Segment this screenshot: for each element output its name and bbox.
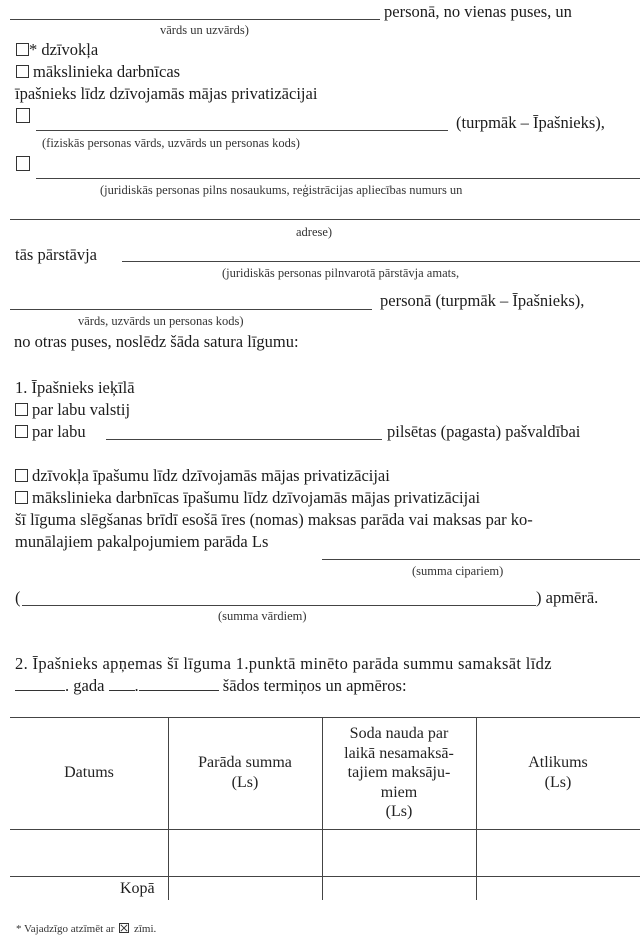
option-flat-label: * dzīvokļa — [29, 40, 99, 59]
header-debt-amount-line2: (Ls) — [231, 774, 259, 791]
representative-caption: (juridiskās personas pilnvarotā pārstāvja amats, — [222, 266, 460, 280]
header-date-text: Datums — [64, 764, 114, 781]
amount-suffix: ) apmērā. — [536, 588, 599, 607]
debt-text-line1: šī līguma slēgšanas brīdī esošā īres (nomas) maksas parāda vai maksas par ko- — [15, 510, 533, 529]
representative-label: tās pārstāvja — [15, 245, 98, 264]
option-municipality-prefix: par labu — [32, 422, 86, 441]
state-checkbox[interactable] — [15, 403, 28, 416]
option-municipality[interactable] — [15, 422, 86, 442]
deadline-month-blank[interactable] — [109, 676, 135, 691]
cell-penalty[interactable] — [323, 830, 476, 876]
natural-person-blank-line[interactable] — [36, 130, 448, 131]
first-party-suffix: personā, no vienas puses, un — [384, 2, 572, 21]
option-municipality-suffix: pilsētas (pagasta) pašvaldībai — [387, 422, 581, 441]
natural-person-suffix: (turpmāk – Īpašnieks), — [456, 113, 605, 132]
natural-person-caption: (fiziskās personas vārds, uzvārds un personas kods) — [42, 136, 300, 150]
legal-person-caption-2: adrese) — [296, 225, 333, 239]
closing-text: no otras puses, noslēdz šāda satura līgumu: — [14, 332, 299, 351]
representative-name-blank-line[interactable] — [10, 309, 372, 310]
option-studio-label: mākslinieka darbnīcas — [33, 62, 181, 81]
section1-heading: 1. Īpašnieks ieķīlā — [15, 378, 135, 397]
cell-debt-amount[interactable] — [169, 830, 322, 876]
sum-digits-blank-line[interactable] — [322, 559, 640, 560]
studio-property-checkbox[interactable] — [15, 491, 28, 504]
total-balance[interactable] — [477, 877, 640, 900]
representative-suffix: personā (turpmāk – Īpašnieks), — [380, 291, 585, 310]
header-date — [10, 717, 168, 829]
natural-person-checkbox[interactable] — [16, 108, 30, 123]
municipality-blank-line[interactable] — [106, 439, 382, 440]
header-penalty — [322, 717, 476, 829]
total-debt-amount[interactable] — [169, 877, 322, 900]
total-penalty[interactable] — [323, 877, 476, 900]
checked-box-icon — [119, 923, 129, 933]
representative-caption-2: vārds, uzvārds un personas kods) — [78, 314, 244, 328]
header-balance-line2: (Ls) — [544, 774, 572, 791]
section2-line1: 2. Īpašnieks apņemas šī līguma 1.punktā minēto parāda summu samaksāt līdz — [15, 654, 552, 673]
section2-line2 — [15, 676, 407, 696]
legal-person-checkbox[interactable] — [16, 156, 30, 171]
sum-words-blank-line[interactable] — [22, 605, 536, 606]
municipality-checkbox[interactable] — [15, 425, 28, 438]
open-paren: ( — [15, 588, 21, 607]
total-label: Kopā — [120, 880, 155, 897]
flat-checkbox[interactable] — [16, 43, 29, 56]
header-penalty-line5: (Ls) — [385, 803, 413, 821]
header-penalty-line1: Soda nauda par — [349, 725, 449, 743]
header-penalty-line2: laikā nesamaksā- — [344, 744, 454, 762]
flat-property-checkbox[interactable] — [15, 469, 28, 482]
cell-date[interactable] — [10, 830, 168, 876]
option-flat-property[interactable] — [15, 466, 390, 486]
owner-until-text: īpašnieks līdz dzīvojamās mājas privatizācijai — [15, 84, 318, 103]
header-balance-line1: Atlikums — [528, 754, 588, 771]
header-penalty-line4: miem — [380, 783, 418, 801]
header-debt-amount — [168, 717, 322, 829]
legal-person-blank-line[interactable] — [36, 178, 640, 179]
dot: . — [134, 676, 139, 695]
header-balance — [476, 717, 640, 829]
sum-words-caption: (summa vārdiem) — [218, 609, 307, 623]
legal-person-caption: (juridiskās personas pilns nosaukums, reģistrācijas apliecības numurs un — [100, 183, 463, 197]
sum-digits-caption: (summa cipariem) — [412, 564, 504, 578]
legal-person-blank-line-2[interactable] — [10, 219, 640, 220]
terms-suffix: šādos termiņos un apmēros: — [222, 676, 407, 695]
representative-blank-line[interactable] — [122, 261, 640, 262]
option-state-label: par labu valstij — [32, 400, 131, 419]
option-flat[interactable] — [16, 40, 98, 60]
debt-text-line2: munālajiem pakalpojumiem parāda Ls — [15, 532, 269, 551]
name-caption: vārds un uzvārds) — [160, 23, 249, 37]
studio-checkbox[interactable] — [16, 65, 29, 78]
deadline-year-blank[interactable] — [15, 676, 65, 691]
footnote-prefix: * Vajadzīgo atzīmēt ar — [16, 923, 115, 935]
option-studio-property-label: mākslinieka darbnīcas īpašumu līdz dzīvojamās mājas privatizācijai — [32, 488, 481, 507]
name-blank-line[interactable] — [10, 19, 380, 20]
header-debt-amount-line1: Parāda summa — [198, 754, 292, 771]
option-flat-property-label: dzīvokļa īpašumu līdz dzīvojamās mājas privatizācijai — [32, 466, 390, 485]
option-studio-property[interactable] — [15, 488, 480, 508]
option-studio[interactable] — [16, 62, 180, 82]
footnote-suffix: zīmi. — [133, 923, 157, 935]
footnote — [16, 922, 156, 936]
deadline-day-blank[interactable] — [139, 676, 219, 691]
header-penalty-line3: tajiem maksāju- — [347, 764, 451, 782]
year-label: . gada — [65, 676, 105, 695]
cell-balance[interactable] — [477, 830, 640, 876]
option-state[interactable] — [15, 400, 130, 420]
